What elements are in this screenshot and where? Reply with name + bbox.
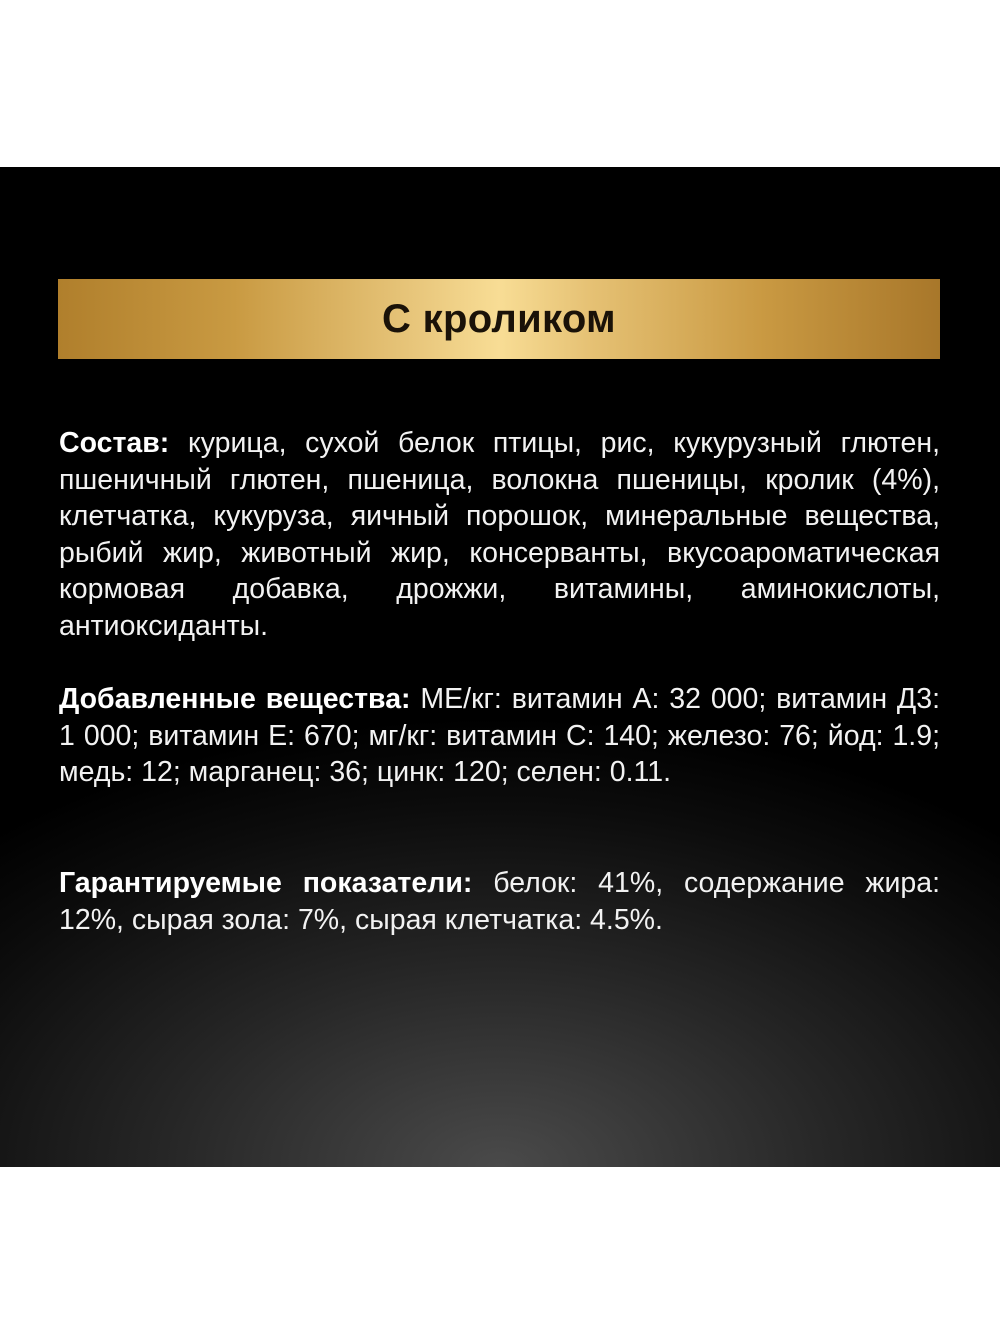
additives-text: МЕ/кг: витамин А: 32 000; витамин Д3: 1 000; витамин Е: 670; мг/кг: витамин С: 140; железо: 76; йод: 1.9; медь: 12; марганец: 36; цинк: 120; селен: 0.11. xyxy=(59,683,940,788)
title-banner xyxy=(58,279,940,359)
flavor-title: С кроликом xyxy=(382,296,616,341)
guaranteed-analysis-section xyxy=(59,865,940,938)
guaranteed-analysis-text: белок: 41%, содержание жира: 12%, сырая зола: 7%, сырая клетчатка: 4.5%. xyxy=(59,867,941,936)
product-info-panel xyxy=(0,167,1000,1167)
composition-text: курица, сухой белок птицы, рис, кукурузный глютен, пшеничный глютен, пшеница, волокна пшеницы, кролик (4%), клетчатка, кукуруза, яичный порошок, минеральные вещества, рыбий жир, животный жир, консерванты, вкусоароматическая кормовая добавка, дрожжи, витамины, аминокислоты, антиоксиданты. xyxy=(59,427,940,642)
guaranteed-analysis-label: Гарантируемые показатели: xyxy=(59,867,473,899)
additives-section xyxy=(59,681,940,791)
composition-label: Состав: xyxy=(59,427,170,459)
composition-section xyxy=(59,425,940,644)
additives-label: Добавленные вещества: xyxy=(59,683,411,715)
